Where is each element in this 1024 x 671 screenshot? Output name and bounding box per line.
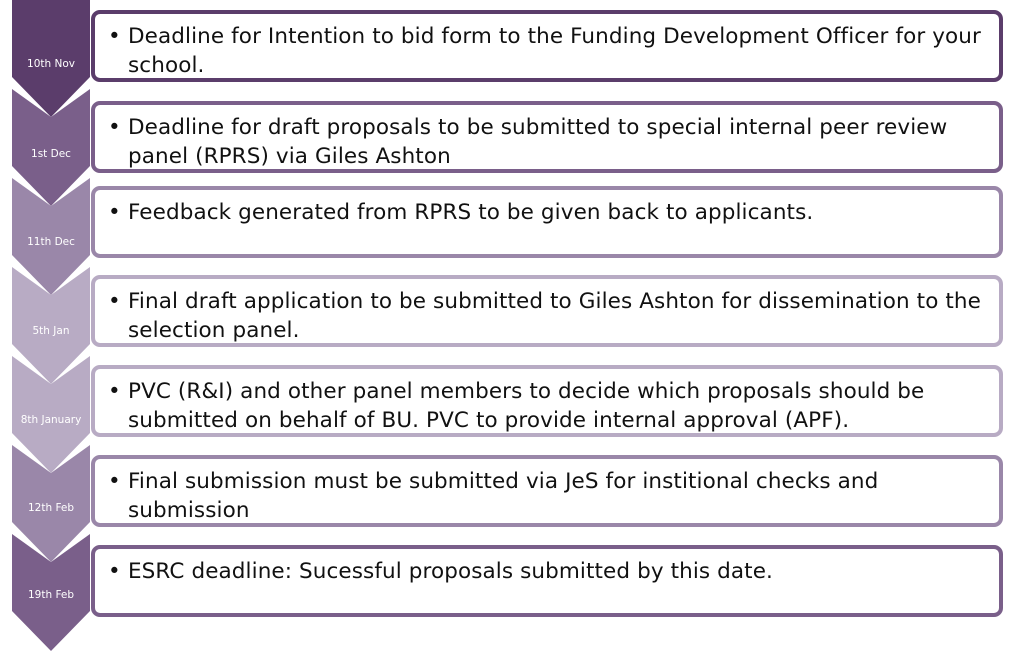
bullet-icon: •: [108, 559, 121, 584]
bullet-icon: •: [108, 289, 121, 314]
date-label: 11th Dec: [27, 236, 75, 248]
timeline-text: Final submission must be submitted via JeS for institional checks and submission: [128, 469, 879, 523]
bullet-icon: •: [108, 379, 121, 404]
bullet-icon: •: [108, 469, 121, 494]
timeline-text: Final draft application to be submitted to Giles Ashton for dissemination to the selection panel.: [128, 289, 981, 343]
timeline-box: [91, 545, 1003, 617]
timeline-item: [108, 557, 985, 586]
timeline-text: ESRC deadline: Sucessful proposals submitted by this date.: [128, 559, 773, 584]
timeline-text: Deadline for draft proposals to be submitted to special internal peer review panel (RPRS) via Giles Ashton: [128, 115, 948, 169]
bullet-icon: •: [108, 200, 121, 225]
bullet-icon: •: [108, 24, 121, 49]
date-label: 12th Feb: [27, 502, 75, 514]
date-label: 8th January: [20, 414, 82, 426]
date-label: 10th Nov: [27, 58, 75, 70]
date-label: 1st Dec: [31, 148, 71, 160]
bullet-icon: •: [108, 115, 121, 140]
timeline-text: PVC (R&I) and other panel members to decide which proposals should be submitted on behalf of BU. PVC to provide internal approval (APF).: [128, 379, 925, 433]
timeline-text: Deadline for Intention to bid form to the Funding Development Officer for your school.: [128, 24, 981, 78]
date-label: 19th Feb: [27, 589, 75, 601]
date-label: 5th Jan: [32, 325, 70, 337]
timeline-text: Feedback generated from RPRS to be given back to applicants.: [128, 200, 814, 225]
